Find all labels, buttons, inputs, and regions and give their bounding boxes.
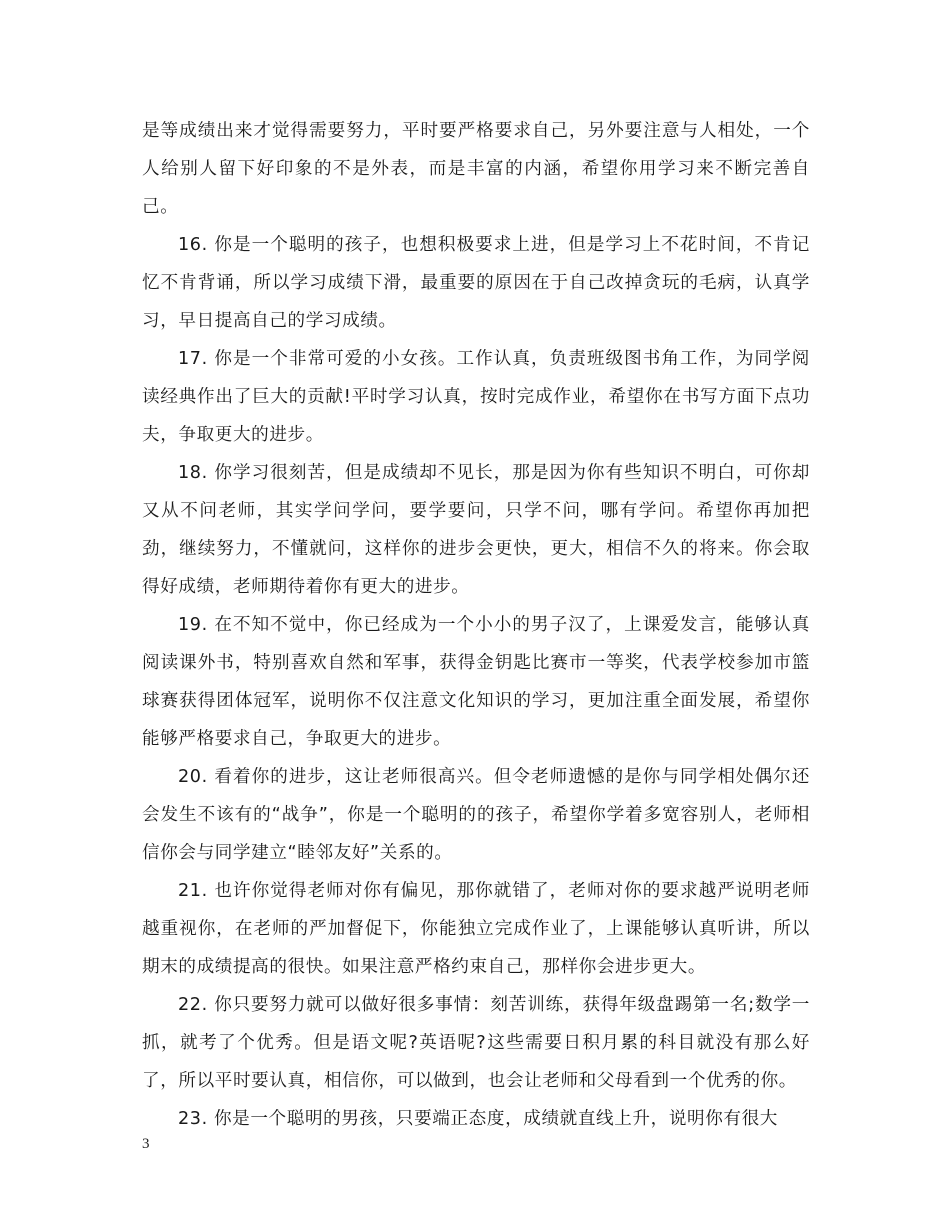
paragraph-item-23: 23. 你是一个聪明的男孩，只要端正态度，成绩就直线上升，说明你有很大	[178, 1109, 778, 1129]
document-body	[142, 112, 810, 1138]
paragraph-item-17: 17. 你是一个非常可爱的小女孩。工作认真，负责班级图书角工作，为同学阅读经典作出了巨大的贡献!平时学习认真，按时完成作业，希望你在书写方面下点功夫，争取更大的进步。	[142, 349, 810, 445]
paragraph-continuation: 是等成绩出来才觉得需要努力，平时要严格要求自己，另外要注意与人相处，一个人给别人留下好印象的不是外表，而是丰富的内涵，希望你用学习来不断完善自己。	[142, 121, 810, 217]
paragraph-item-19: 19. 在不知不觉中，你已经成为一个小小的男子汉了，上课爱发言，能够认真阅读课外书，特别喜欢自然和军事，获得金钥匙比赛市一等奖，代表学校参加市篮球赛获得团体冠军，说明你不仅注意文化知识的学习，更加注重全面发展，希望你能够严格要求自己，争取更大的进步。	[142, 615, 810, 749]
page-number: 3	[142, 1136, 150, 1152]
paragraph-item-18: 18. 你学习很刻苦，但是成绩却不见长，那是因为你有些知识不明白，可你却又从不问老师，其实学问学问，要学要问，只学不问，哪有学问。希望你再加把劲，继续努力，不懂就问，这样你的进步会更快，更大，相信不久的将来。你会取得好成绩，老师期待着你有更大的进步。	[142, 463, 810, 597]
paragraph-item-21: 21. 也许你觉得老师对你有偏见，那你就错了，老师对你的要求越严说明老师越重视你，在老师的严加督促下，你能独立完成作业了，上课能够认真听讲，所以期末的成绩提高的很快。如果注意严格约束自己，那样你会进步更大。	[142, 881, 810, 977]
paragraph-item-16: 16. 你是一个聪明的孩子，也想积极要求上进，但是学习上不花时间，不肯记忆不肯背诵，所以学习成绩下滑，最重要的原因在于自己改掉贪玩的毛病，认真学习，早日提高自己的学习成绩。	[142, 235, 810, 331]
paragraph-item-20: 20. 看着你的进步，这让老师很高兴。但令老师遗憾的是你与同学相处偶尔还会发生不该有的“战争”，你是一个聪明的的孩子，希望你学着多宽容别人，老师相信你会与同学建立“睦邻友好”关系的。	[142, 767, 810, 863]
paragraph-item-22: 22. 你只要努力就可以做好很多事情：刻苦训练，获得年级盘踢第一名;数学一抓，就考了个优秀。但是语文呢?英语呢?这些需要日积月累的科目就没有那么好了，所以平时要认真，相信你，可以做到，也会让老师和父母看到一个优秀的你。	[142, 995, 810, 1091]
